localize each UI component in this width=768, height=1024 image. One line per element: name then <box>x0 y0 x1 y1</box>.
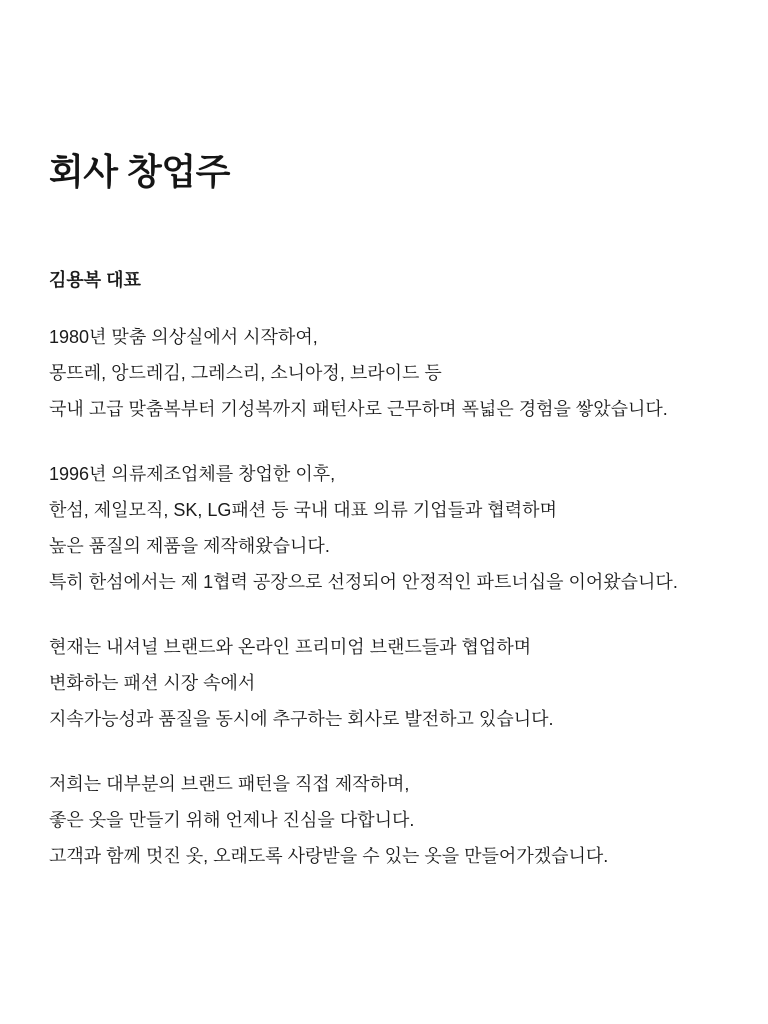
text-line: 고객과 함께 멋진 옷, 오래도록 사랑받을 수 있는 옷을 만들어가겠습니다. <box>49 846 609 866</box>
paragraph-commitment <box>49 766 728 874</box>
text-line: 한섬, 제일모직, SK, LG패션 등 국내 대표 의류 기업들과 협력하며 <box>49 500 557 520</box>
founder-name-subtitle: 김용복 대표 <box>49 270 141 290</box>
text-line: 국내 고급 맞춤복부터 기성복까지 패턴사로 근무하며 폭넓은 경험을 쌓았습니다. <box>49 399 668 419</box>
page-title: 회사 창업주 <box>49 151 230 192</box>
text-line: 좋은 옷을 만들기 위해 언제나 진심을 다합니다. <box>49 810 415 830</box>
text-line: 현재는 내셔널 브랜드와 온라인 프리미엄 브랜드들과 협업하며 <box>49 637 532 657</box>
text-line: 1980년 맞춤 의상실에서 시작하여, <box>49 327 318 347</box>
text-line: 특히 한섬에서는 제 1협력 공장으로 선정되어 안정적인 파트너십을 이어왔습니다. <box>49 572 678 592</box>
text-line: 몽뜨레, 앙드레김, 그레스리, 소니아정, 브라이드 등 <box>49 363 442 383</box>
text-line: 저희는 대부분의 브랜드 패턴을 직접 제작하며, <box>49 774 410 794</box>
text-line: 1996년 의류제조업체를 창업한 이후, <box>49 464 336 484</box>
paragraph-career-start <box>49 319 728 427</box>
text-line: 지속가능성과 품질을 동시에 추구하는 회사로 발전하고 있습니다. <box>49 709 554 729</box>
paragraph-present <box>49 629 728 737</box>
paragraph-company-founding <box>49 456 728 600</box>
text-line: 높은 품질의 제품을 제작해왔습니다. <box>49 536 330 556</box>
text-line: 변화하는 패션 시장 속에서 <box>49 673 256 693</box>
